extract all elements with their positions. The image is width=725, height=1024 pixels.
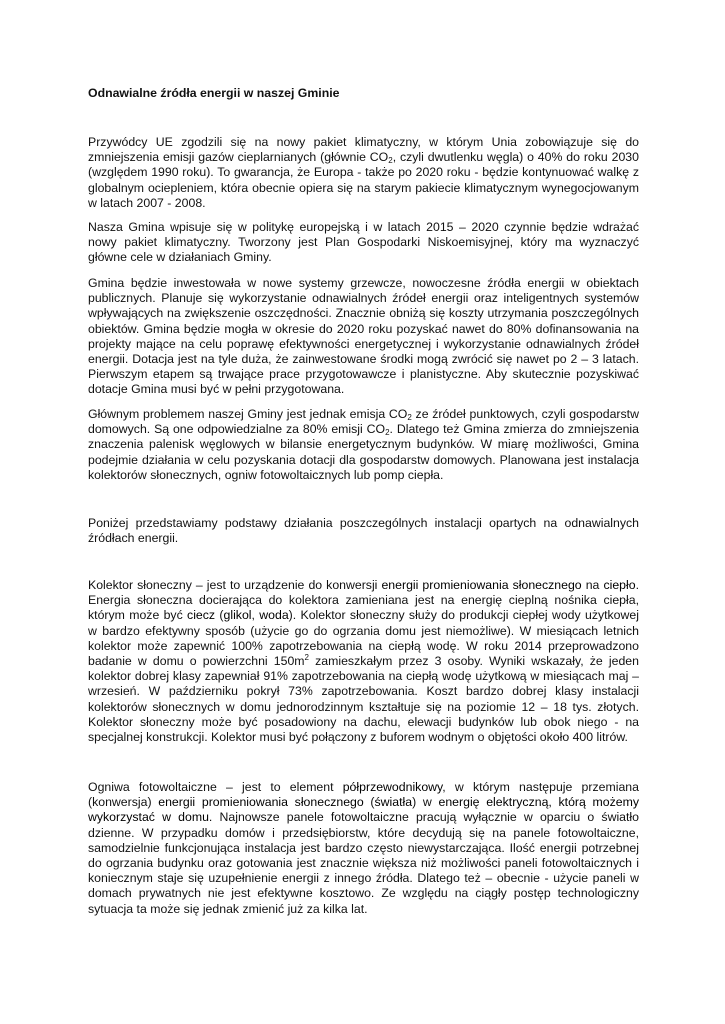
term-glycol: glikol: [223, 608, 252, 623]
text: ) w: [412, 795, 439, 810]
text: ). Kolektor słoneczny służy do produkcji ciepłej wody użytkowej w bardzo efektywny sposób (użycie go do ogrzania domu jest niemożliwe). W miesiącach letnich kolektor może zapewnić 100% zapotrzebowania na ciepłą wodę. W roku 2014 przeprowadzono badanie w domu o powierzchni 150m: [88, 608, 639, 669]
text: , czyli dwutlenku węgla) o 40% do roku 2030 (względem 1990 roku). To gwarancja, że Europa - także po 2020 roku - będzie kontynuować walkę z globalnym ociepleniem, która obecnie opiera się na starym pakiecie klimatycznym wynegocjowanym w latach 2007 - 2008.: [88, 150, 639, 210]
text: . Dlatego też Gmina zmierza do zmniejszenia znaczenia palenisk węglowych w bilansie energetycznym budynków. W miarę możliwości, Gmina podejmie działania w celu pozyskania dotacji dla gospodarstw domowych. Planowana jest instalacja kolektorów słonecznych, ogniw fotowoltaicznych lub pomp ciepła.: [88, 422, 639, 482]
text: (: [215, 608, 224, 623]
text: , w którym następuje przemiana (konwersja): [88, 780, 639, 810]
subscript: 2: [388, 156, 393, 166]
term-semiconductor: półprzewodnikowy: [342, 780, 443, 794]
paragraph-climate-package: [88, 135, 639, 211]
text: (: [363, 795, 375, 810]
term-water: woda: [259, 608, 289, 623]
text: na: [581, 578, 604, 592]
paragraph-intro-installations: Poniżej przedstawiamy podstawy działania poszczególnych instalacji opartych na odnawialnych źródłach energii.: [88, 516, 639, 546]
text: Głównym problemem naszej Gminy jest jednak emisja CO: [88, 407, 408, 421]
subscript: 2: [407, 413, 412, 422]
term-solar-radiation-energy: energii promieniowania słonecznego: [158, 795, 364, 810]
text: ze źródeł punktowych, czyli gospodarstw domowych. Są one odpowiedzialne za 80% emisji CO: [88, 407, 639, 437]
text: . Najnowsze panele fotowoltaiczne pracują wyłącznie w oparciu o światło dzienne. W przypadku domów i przedsiębiorstw, które decydują się na panele fotowoltaiczne, samodzielnie funkcjonująca instalacja jest bardzo często niewystarczająca. Ilość energii potrzebnej do ogrzania budynku oraz gotowania jest znacznie większa niż możliwości paneli fotowoltaicznych i koniecznym staje się uzupełnienie energii z innego źródła. Dlatego też – obecnie - użycie paneli w domach prywatnych nie jest efektywne kosztowo. Ze względu na ciągły postęp technologiczny sytuacja ta może się jednak zmienić już za kilka lat.: [88, 810, 640, 916]
paragraph-solar-collector: [88, 578, 639, 745]
paragraph-emission-problem: [88, 407, 639, 483]
term-heat: ciepło: [603, 578, 636, 592]
term-solar-radiation-energy: energii promieniowania słonecznego: [381, 578, 582, 592]
text: Kolektor słoneczny – jest to urządzenie do konwersji: [88, 578, 382, 592]
term-electric-energy: energię elektryczną, którą możemy wykorzystać w domu: [88, 795, 640, 825]
text: ,: [251, 608, 260, 623]
superscript: 2: [304, 653, 309, 663]
term-liquid: ciecz: [187, 608, 216, 623]
text: Przywódcy UE zgodzili się na nowy pakiet klimatyczny, w którym Unia zobowiązuje się do zmniejszenia emisji gazów cieplarnianych (głównie CO: [88, 135, 639, 165]
term-light: światła: [374, 795, 413, 810]
paragraph-photovoltaic: [88, 780, 639, 917]
paragraph-investments: Gmina będzie inwestowała w nowe systemy grzewcze, nowoczesne źródła energii w obiektach publicznych. Planuje się wykorzystanie odnawialnych źródeł energii oraz inteligentnych systemów wpływających na zwiększenie oszczędności. Znacznie obniżą się koszty utrzymania poszczególnych obiektów. Gmina będzie mogła w okresie do 2020 roku pozyskać nawet do 80% dofinansowania na projekty mające na celu poprawę efektywności energetycznej i wykorzystanie odnawialnych źródeł energii. Dotacja jest na tyle duża, że zainwestowane środki mogą zwrócić się nawet po 2 – 3 latach. Pierwszym etapem są trwające prace przygotowawcze i planistyczne. Aby skutecznie pozyskiwać dotacje Gmina musi być w pełni przygotowana.: [88, 276, 639, 397]
text: Ogniwa fotowoltaiczne – jest to element: [88, 780, 343, 794]
document-title: Odnawialne źródła energii w naszej Gminie: [88, 86, 340, 100]
text: . Energia słoneczna docierająca do kolektora zamieniana jest na energię cieplną nośnika ciepła, którym może być: [88, 578, 639, 623]
subscript: 2: [385, 428, 390, 438]
text: zamieszkałym przez 3 osoby. Wyniki wskazały, że jeden kolektor dobrej klasy zapewniał 91% zapotrzebowania na ciepłą wodę użytkową w miesiącach maj – wrzesień. W październiku pokrył 73% zapotrzebowania. Koszt bardzo dobrej klasy instalacji kolektorów słonecznych w domu jednorodzinnym kształtuje się na poziomie 12 – 18 tys. złotych. Kolektor słoneczny może być posadowiony na dachu, elewacji budynków lub obok niego - na specjalnej konstrukcji. Kolektor musi być połączony z buforem wodnym o objętości około 400 litrów.: [88, 654, 639, 745]
paragraph-municipality-policy: Nasza Gmina wpisuje się w politykę europejską i w latach 2015 – 2020 czynnie będzie wdrażać nowy pakiet klimatyczny. Tworzony jest Plan Gospodarki Niskoemisyjnej, który ma wyznaczyć główne cele w działaniach Gminy.: [88, 220, 639, 265]
